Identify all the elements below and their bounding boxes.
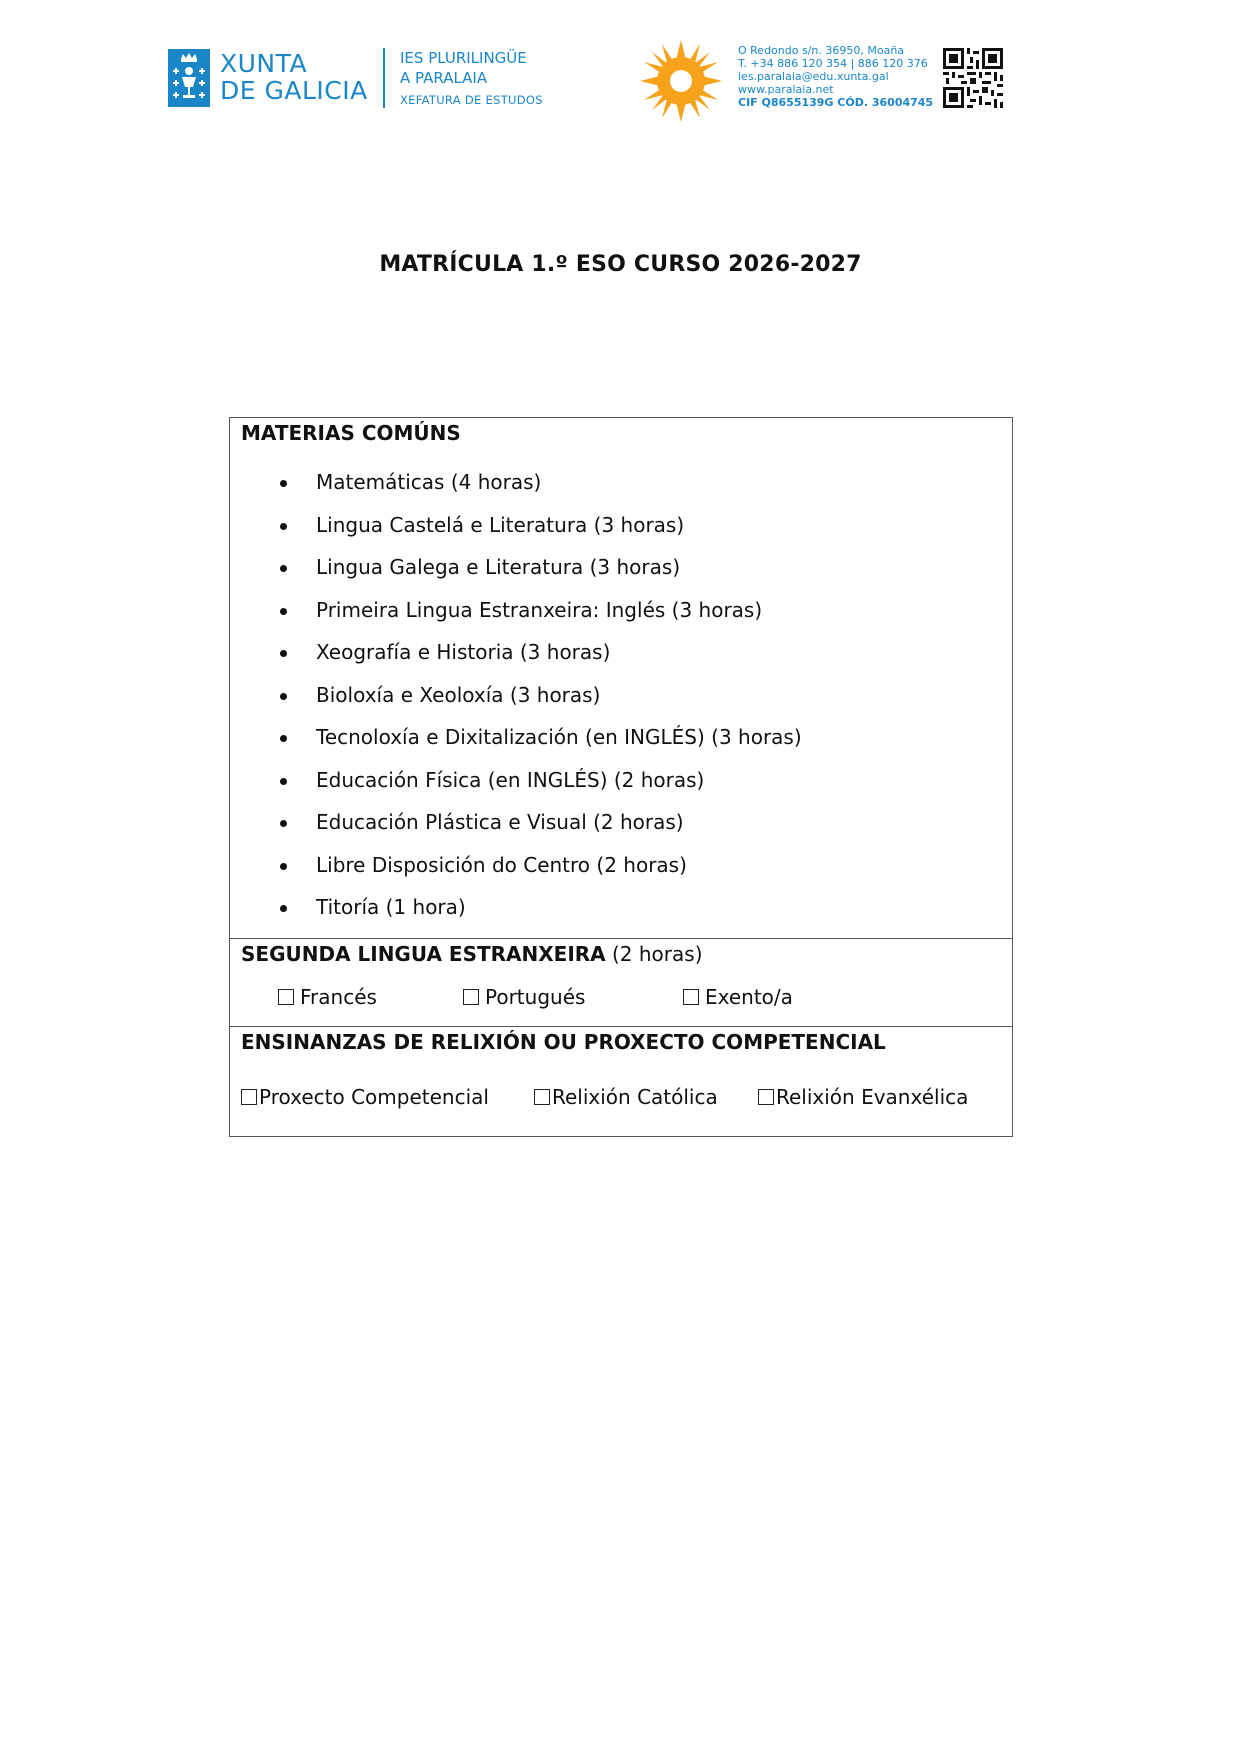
religion-section — [230, 1026, 1012, 1136]
bullet — [280, 693, 287, 700]
list-item — [230, 598, 802, 641]
common-subjects-heading: MATERIAS COMÚNS — [241, 421, 461, 445]
option-frances[interactable]: Francés — [278, 985, 377, 1009]
contact-block — [738, 44, 933, 109]
bullet — [280, 608, 287, 615]
checkbox[interactable] — [241, 1089, 257, 1105]
second-language-hours: (2 horas) — [612, 942, 703, 966]
checkbox[interactable] — [683, 989, 699, 1005]
checkbox[interactable] — [534, 1089, 550, 1105]
bullet — [280, 480, 287, 487]
option-exento[interactable]: Exento/a — [683, 985, 793, 1009]
list-item — [230, 895, 802, 938]
list-item — [230, 768, 802, 811]
school-name-line-2: A PARALAIA — [400, 69, 488, 87]
subject-label: Matemáticas (4 horas) — [316, 470, 542, 494]
subject-label: Educación Plástica e Visual (2 horas) — [316, 810, 684, 834]
school-name-line-1: IES PLURILINGÜE — [400, 49, 527, 67]
sun-seal-icon — [640, 40, 722, 122]
xunta-line-1: XUNTA — [220, 49, 308, 78]
list-item — [230, 853, 802, 896]
bullet — [280, 735, 287, 742]
contact-phone: T. +34 886 120 354 | 886 120 376 — [738, 57, 928, 70]
subject-label: Primeira Lingua Estranxeira: Inglés (3 horas) — [316, 597, 763, 622]
checkbox[interactable] — [463, 989, 479, 1005]
list-item — [230, 683, 802, 726]
page-title: MATRÍCULA 1.º ESO CURSO 2026-2027 — [379, 252, 862, 277]
subject-label: Libre Disposición do Centro (2 horas) — [316, 852, 687, 877]
list-item — [230, 810, 802, 853]
checkbox[interactable] — [758, 1089, 774, 1105]
second-language-section — [230, 938, 1012, 1026]
subject-label: Educación Física (en INGLÉS) (2 horas) — [316, 767, 705, 792]
bullet — [280, 565, 287, 572]
subject-label: Lingua Galega e Literatura (3 horas) — [316, 555, 681, 579]
option-portugues[interactable]: Portugués — [463, 985, 585, 1009]
list-item — [230, 640, 802, 683]
subject-label: Titoría (1 hora) — [316, 895, 466, 919]
xunta-line-2: DE GALICIA — [220, 76, 368, 105]
option-relixion-evanxelica[interactable]: Relixión Evanxélica — [758, 1085, 968, 1109]
contact-cif: CIF Q8655139G CÓD. 36004745 — [738, 96, 934, 109]
checkbox[interactable] — [278, 989, 294, 1005]
list-item — [230, 470, 802, 513]
option-relixion-catolica[interactable]: Relixión Católica — [534, 1085, 718, 1109]
xunta-shield-icon — [168, 49, 210, 107]
xunta-wordmark — [220, 50, 368, 104]
bullet — [280, 905, 287, 912]
religion-heading: ENSINANZAS DE RELIXIÓN OU PROXECTO COMPETENCIAL — [241, 1030, 886, 1054]
enrollment-table — [229, 417, 1013, 1137]
header-divider — [383, 48, 385, 108]
list-item — [230, 555, 802, 598]
second-language-heading: SEGUNDA LINGUA ESTRANXEIRA (2 horas) — [241, 942, 703, 966]
bullet — [280, 863, 287, 870]
qr-code-icon — [943, 48, 1003, 108]
school-name-block — [400, 48, 543, 110]
subject-label: Tecnoloxía e Dixitalización (en INGLÉS) (3 horas) — [316, 725, 802, 749]
list-item — [230, 513, 802, 556]
subject-label: Xeografía e Historia (3 horas) — [316, 640, 611, 664]
school-department: XEFATURA DE ESTUDOS — [400, 93, 543, 107]
subject-label: Bioloxía e Xeoloxía (3 horas) — [316, 682, 601, 707]
contact-address: O Redondo s/n. 36950, Moaña — [738, 44, 905, 57]
letterhead — [0, 0, 1241, 130]
bullet — [280, 650, 287, 657]
subject-list — [230, 470, 802, 938]
bullet — [280, 820, 287, 827]
contact-email: ies.paralaia@edu.xunta.gal — [738, 70, 889, 83]
subject-label: Lingua Castelá e Literatura (3 horas) — [316, 512, 685, 537]
bullet — [280, 523, 287, 530]
common-subjects-section — [230, 418, 1012, 938]
option-proxecto-competencial[interactable]: Proxecto Competencial — [241, 1085, 489, 1109]
list-item — [230, 725, 802, 768]
bullet — [280, 778, 287, 785]
contact-web: www.paralaia.net — [738, 83, 834, 96]
